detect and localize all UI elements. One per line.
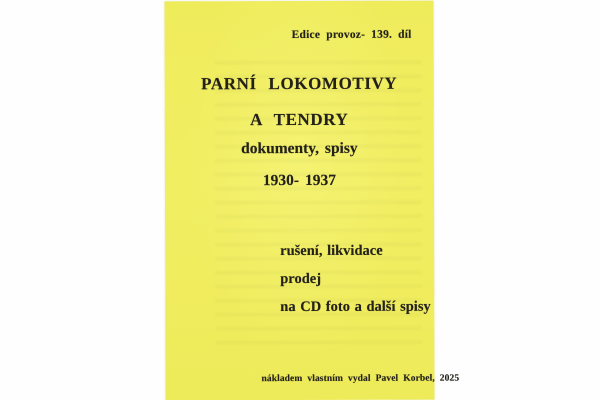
book-title-line2: A TENDRY <box>250 109 349 130</box>
topic-line-prodej: prodej <box>280 270 322 288</box>
document-type-subtitle: dokumenty, spisy <box>241 139 358 158</box>
topic-line-ruseni-likvidace: rušení, likvidace <box>280 242 383 260</box>
edition-label: Edice provoz- 139. díl <box>291 28 412 42</box>
topic-line-cd-foto: na CD foto a další spisy <box>280 298 431 316</box>
year-range: 1930- 1937 <box>262 171 336 190</box>
book-title-line1: PARNÍ LOKOMOTIVY <box>201 73 398 94</box>
book-cover-page <box>164 1 460 400</box>
publisher-imprint: nákladem vlastním vydal Pavel Korbel, 2025 <box>261 373 460 385</box>
